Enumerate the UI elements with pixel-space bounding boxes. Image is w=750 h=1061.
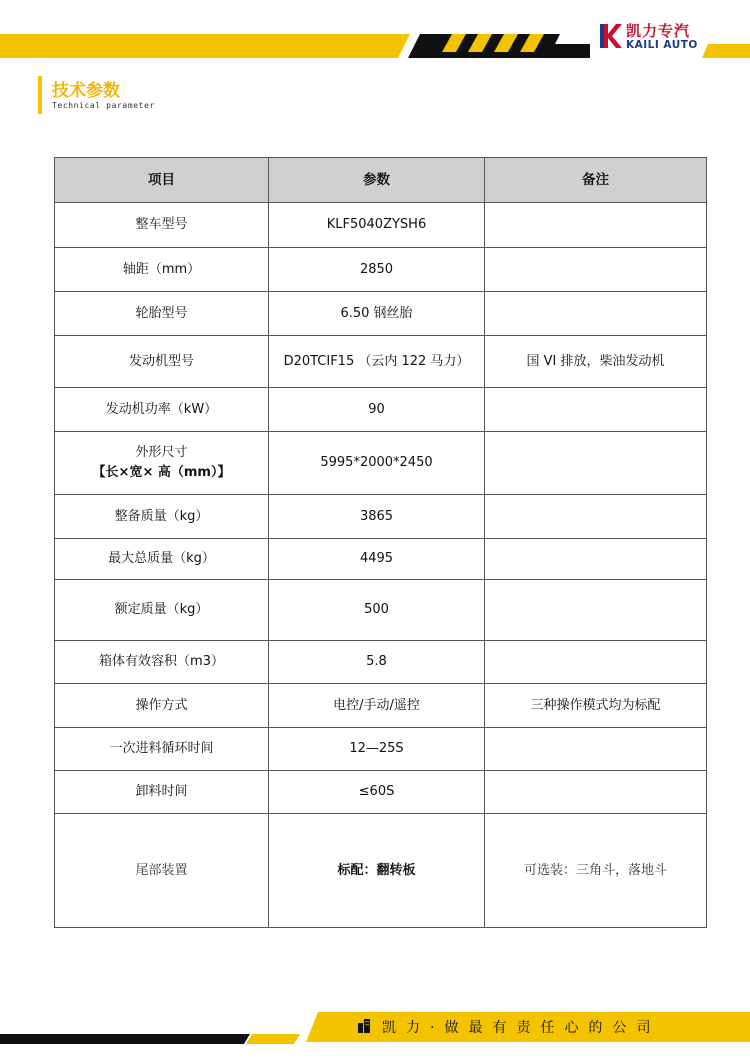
row-item-line2: 【长×宽× 高（mm）】: [92, 465, 231, 480]
row-note: [485, 771, 707, 814]
section-subtitle: Technical parameter: [52, 101, 155, 110]
row-param: 12—25S: [269, 728, 485, 771]
kaili-logo-icon: [598, 22, 622, 50]
row-param: ≤60S: [269, 771, 485, 814]
header-yellow-tail: [702, 44, 750, 58]
table-header-row: [55, 158, 707, 203]
row-item: 尾部装置: [55, 814, 269, 928]
section-title: 技术参数: [52, 81, 120, 101]
row-param: 5995*2000*2450: [269, 432, 485, 495]
row-item: 额定质量（kg）: [55, 580, 269, 641]
logo-english-name: KAILI AUTO: [626, 39, 698, 51]
header-item: 项目: [55, 158, 269, 203]
table-row: [55, 641, 707, 684]
row-param: 电控/手动/遥控: [269, 684, 485, 728]
row-note: [485, 580, 707, 641]
row-item: 轴距（mm）: [55, 248, 269, 292]
row-note: [485, 292, 707, 336]
row-item: 发动机功率（kW）: [55, 388, 269, 432]
header-note: 备注: [485, 158, 707, 203]
section-accent-bar: [38, 76, 42, 114]
table-row: [55, 336, 707, 388]
table-row: [55, 580, 707, 641]
row-param: 4495: [269, 539, 485, 580]
row-item: 整车型号: [55, 203, 269, 248]
table-row: [55, 728, 707, 771]
row-param: 90: [269, 388, 485, 432]
table-row: [55, 292, 707, 336]
building-icon: [356, 1018, 372, 1034]
table-row: [55, 539, 707, 580]
row-param: 2850: [269, 248, 485, 292]
spec-table: [54, 157, 707, 928]
row-item: 一次进料循环时间: [55, 728, 269, 771]
row-param: KLF5040ZYSH6: [269, 203, 485, 248]
row-item: 整备质量（kg）: [55, 495, 269, 539]
row-note: [485, 728, 707, 771]
header-param: 参数: [269, 158, 485, 203]
row-item: [55, 432, 269, 495]
header-yellow-band: [0, 34, 410, 58]
row-note: [485, 203, 707, 248]
footer-black-band: [0, 1034, 250, 1044]
row-item-line1: 外形尺寸: [135, 445, 188, 460]
table-row: [55, 495, 707, 539]
row-item: 发动机型号: [55, 336, 269, 388]
row-note: [485, 388, 707, 432]
brand-logo: [598, 18, 708, 58]
row-param: 500: [269, 580, 485, 641]
row-item: 最大总质量（kg）: [55, 539, 269, 580]
row-note: 国 VI 排放，柴油发动机: [485, 336, 707, 388]
row-note: [485, 432, 707, 495]
row-note: [485, 641, 707, 684]
row-note: [485, 248, 707, 292]
footer-yellow-chip: [246, 1034, 300, 1044]
row-note: 可选装：三角斗，落地斗: [485, 814, 707, 928]
footer-slogan: 凯力·做最有责任心的公司: [382, 1020, 661, 1036]
row-note: 三种操作模式均为标配: [485, 684, 707, 728]
row-param: 5.8: [269, 641, 485, 684]
table-row: [55, 203, 707, 248]
row-param: 6.50 钢丝胎: [269, 292, 485, 336]
row-item: 操作方式: [55, 684, 269, 728]
row-item: 轮胎型号: [55, 292, 269, 336]
table-row: [55, 814, 707, 928]
row-param: D20TCIF15 （云内 122 马力）: [269, 336, 485, 388]
table-row: [55, 248, 707, 292]
table-row: [55, 388, 707, 432]
row-param: 标配：翻转板: [269, 814, 485, 928]
row-item: 卸料时间: [55, 771, 269, 814]
table-row: [55, 684, 707, 728]
logo-chinese-name: 凯力专汽: [626, 22, 691, 40]
row-note: [485, 495, 707, 539]
table-row: [55, 771, 707, 814]
row-note: [485, 539, 707, 580]
row-param: 3865: [269, 495, 485, 539]
table-row: [55, 432, 707, 495]
row-item: 箱体有效容积（m3）: [55, 641, 269, 684]
